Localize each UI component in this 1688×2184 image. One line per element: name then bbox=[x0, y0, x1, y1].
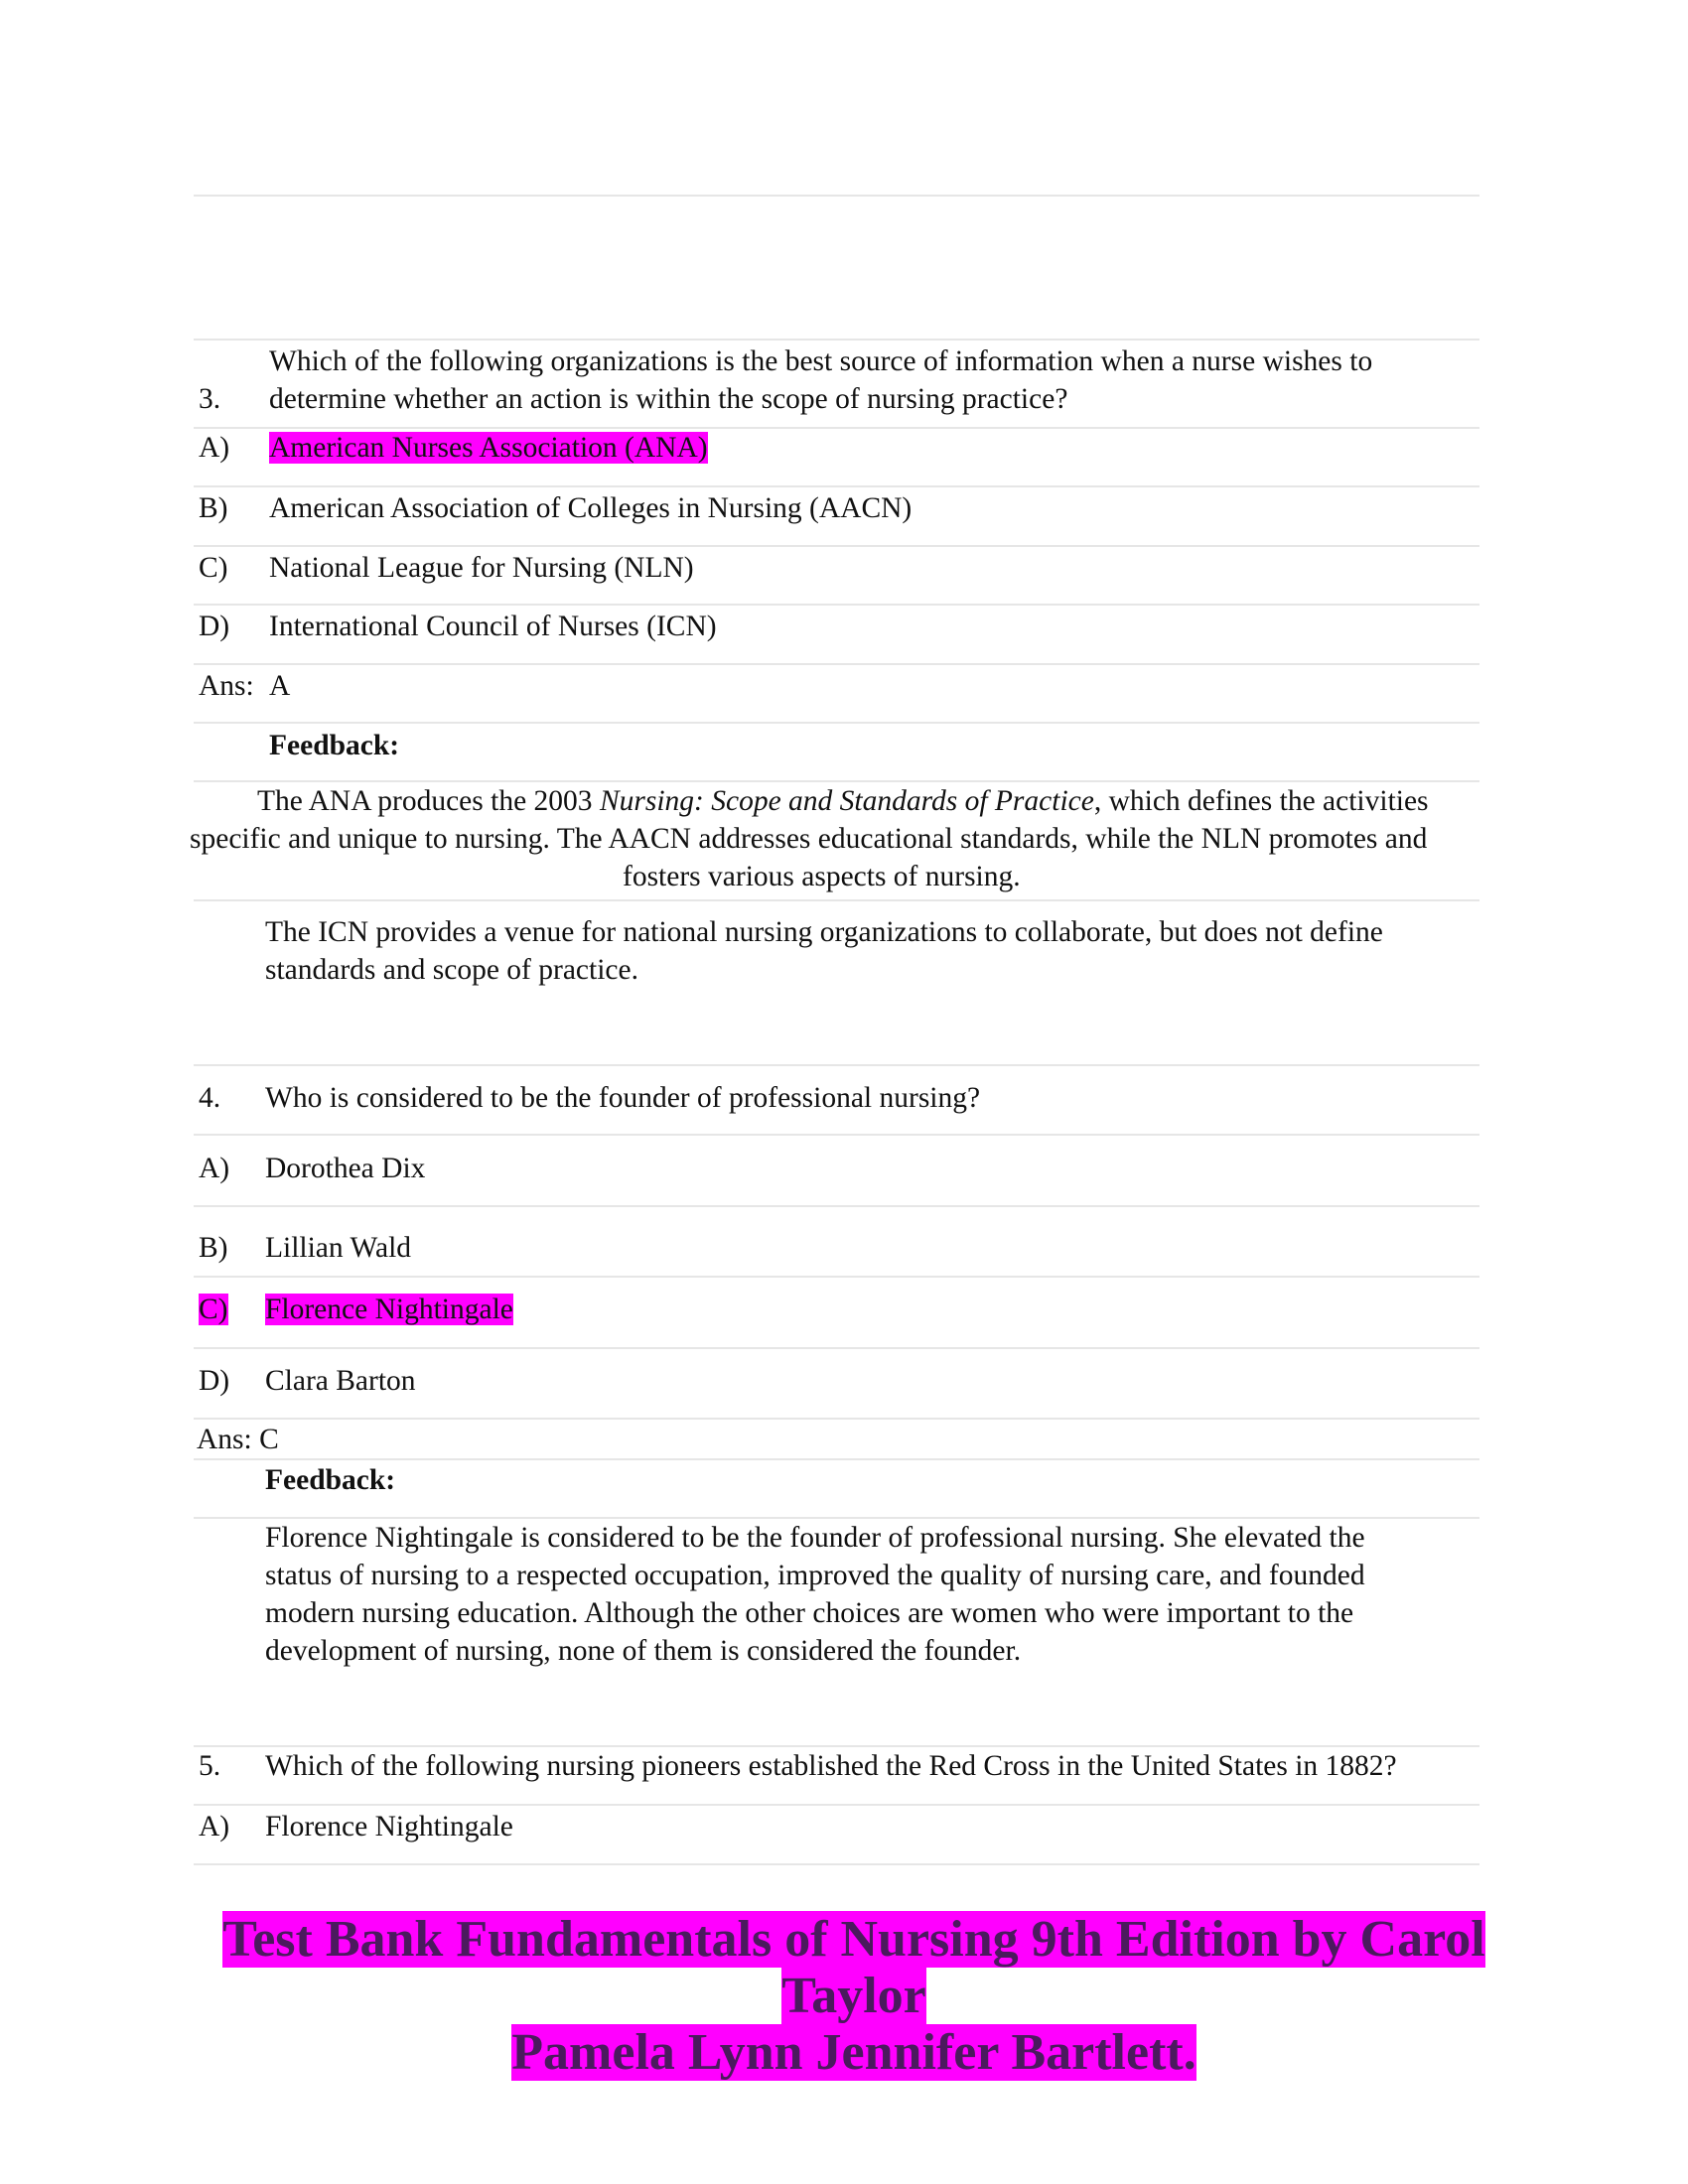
q3-feedback-p1-pre: The ANA produces the 2003 bbox=[257, 785, 600, 817]
q3-option-c-letter: C) bbox=[199, 552, 228, 584]
q4-rule-c bbox=[194, 1276, 1479, 1278]
q3-feedback-p2-line1: The ICN provides a venue for national nursing organizations to collaborate, but does not define bbox=[265, 916, 1383, 948]
q3-option-b-text: American Association of Colleges in Nursing (AACN) bbox=[269, 492, 913, 524]
q3-rule-ans bbox=[194, 663, 1479, 665]
q3-option-b-letter: B) bbox=[199, 492, 228, 524]
q4-rule-a bbox=[194, 1134, 1479, 1136]
q5-option-a-letter: A) bbox=[199, 1811, 230, 1843]
q3-option-d-letter: D) bbox=[199, 611, 230, 642]
q3-feedback-p2-line2: standards and scope of practice. bbox=[265, 954, 638, 986]
footer-line2: Pamela Lynn Jennifer Bartlett. bbox=[511, 2024, 1196, 2081]
q3-rule-feedback bbox=[194, 722, 1479, 724]
q4-feedback-line4: development of nursing, none of them is considered the founder. bbox=[265, 1635, 1022, 1667]
footer-line1: Test Bank Fundamentals of Nursing 9th Edition by Carol Taylor bbox=[222, 1911, 1485, 2024]
q3-feedback-p1-line2: specific and unique to nursing. The AACN addresses educational standards, while the NLN promotes and bbox=[190, 823, 1428, 855]
q3-option-a-highlight: American Nurses Association (ANA) bbox=[269, 432, 708, 464]
q3-feedback-p1-line1 bbox=[257, 782, 1429, 820]
q3-ans-value: A bbox=[269, 670, 291, 702]
q3-rule-c bbox=[194, 545, 1479, 547]
q3-question-line2: determine whether an action is within the scope of nursing practice? bbox=[269, 383, 1068, 415]
q4-option-d-letter: D) bbox=[199, 1365, 230, 1397]
q4-option-c-text bbox=[265, 1291, 513, 1328]
footer-title bbox=[149, 1911, 1559, 2081]
q3-rule-feedback-p2 bbox=[194, 899, 1479, 901]
top-rule bbox=[194, 195, 1479, 197]
q3-option-d-text: International Council of Nurses (ICN) bbox=[269, 611, 717, 642]
q4-rule-top bbox=[194, 1064, 1479, 1066]
q5-question: Which of the following nursing pioneers established the Red Cross in the United States in 1882? bbox=[265, 1750, 1397, 1782]
q3-rule-b bbox=[194, 485, 1479, 487]
q4-option-c-highlight: Florence Nightingale bbox=[265, 1294, 513, 1325]
q4-question: Who is considered to be the founder of professional nursing? bbox=[265, 1082, 981, 1114]
q4-option-b-text: Lillian Wald bbox=[265, 1232, 412, 1264]
q4-feedback-line1: Florence Nightingale is considered to be the founder of professional nursing. She elevated the bbox=[265, 1522, 1365, 1554]
q3-rule-top bbox=[194, 339, 1479, 341]
q3-question-line1: Which of the following organizations is the best source of information when a nurse wishes to bbox=[269, 345, 1373, 377]
q4-feedback-label: Feedback: bbox=[265, 1464, 396, 1496]
q3-option-a-text bbox=[269, 429, 708, 467]
q3-feedback-p1-italic: Nursing: Scope and Standards of Practice bbox=[599, 785, 1094, 817]
q3-feedback-p1-line3: fosters various aspects of nursing. bbox=[623, 861, 1021, 892]
q5-rule-bottom bbox=[194, 1863, 1479, 1865]
q4-option-d-text: Clara Barton bbox=[265, 1365, 416, 1397]
q4-rule-feedback bbox=[194, 1458, 1479, 1460]
q4-rule-ans bbox=[194, 1418, 1479, 1420]
q4-rule-d bbox=[194, 1347, 1479, 1349]
q4-option-c-letter-highlight: C) bbox=[199, 1294, 228, 1325]
q4-feedback-line3: modern nursing education. Although the other choices are women who were important to the bbox=[265, 1597, 1354, 1629]
q4-option-b-letter: B) bbox=[199, 1232, 228, 1264]
q3-rule-d bbox=[194, 604, 1479, 606]
q4-option-a-text: Dorothea Dix bbox=[265, 1153, 426, 1184]
q4-option-c-letter bbox=[199, 1291, 228, 1328]
q4-rule-b bbox=[194, 1205, 1479, 1207]
q3-feedback-label: Feedback: bbox=[269, 730, 400, 761]
q3-option-a-letter: A) bbox=[199, 432, 230, 464]
q3-option-c-text: National League for Nursing (NLN) bbox=[269, 552, 694, 584]
q4-feedback-line2: status of nursing to a respected occupation, improved the quality of nursing care, and founded bbox=[265, 1560, 1365, 1591]
q3-feedback-p1-post: , which defines the activities bbox=[1093, 785, 1429, 817]
q4-option-a-letter: A) bbox=[199, 1153, 230, 1184]
q3-number: 3. bbox=[199, 383, 221, 415]
q4-number: 4. bbox=[199, 1082, 221, 1114]
q4-ans: Ans: C bbox=[197, 1424, 279, 1455]
q5-number: 5. bbox=[199, 1750, 221, 1782]
q5-rule-a bbox=[194, 1804, 1479, 1806]
q5-option-a-text: Florence Nightingale bbox=[265, 1811, 513, 1843]
q3-ans-label: Ans: bbox=[199, 670, 254, 702]
